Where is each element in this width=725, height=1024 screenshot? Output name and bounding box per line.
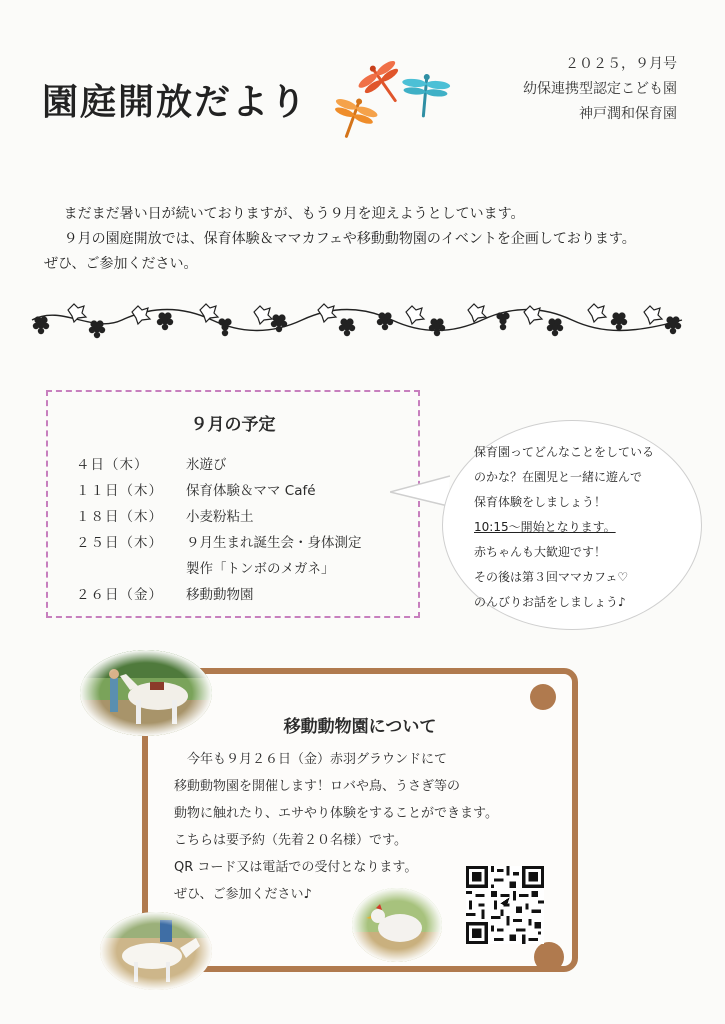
intro-line: まだまだ暑い日が続いておりますが、もう９月を迎えようとしています。 — [63, 206, 525, 222]
page-title: 園庭開放だより — [42, 82, 309, 123]
bird-photo — [352, 888, 442, 962]
bubble-start-time: 10:15～開始となります。 — [474, 520, 616, 534]
bubble-line: 保育園ってどんなことをしている — [474, 445, 655, 459]
schedule-event: 氷遊び — [186, 457, 227, 473]
schedule-event: 保育体験＆ママ Café — [186, 483, 316, 499]
zoo-line: 今年も９月２６日（金）赤羽グラウンドにて — [187, 752, 448, 767]
schedule-item — [76, 452, 362, 478]
grape-vine-border — [22, 298, 692, 344]
schedule-event: ９月生まれ誕生会・身体測定 — [186, 535, 362, 551]
dragonfly-icons — [326, 50, 456, 142]
goat-photo — [100, 912, 212, 990]
decorative-dot — [534, 942, 564, 972]
dragonfly-icon — [399, 72, 450, 118]
bubble-line: 赤ちゃんも大歓迎です！ — [474, 545, 607, 559]
intro-line: ９月の園庭開放では、保育体験＆ママカフェや移動動物園のイベントを企画しております。 — [63, 231, 636, 247]
schedule-list — [76, 452, 362, 608]
schedule-item — [76, 582, 362, 608]
zoo-title: 移動動物園について — [283, 717, 437, 737]
bubble-line: その後は第３回ママカフェ♡ — [474, 570, 629, 584]
speech-bubble-tail — [390, 470, 450, 510]
schedule-title: ９月の予定 — [190, 415, 276, 435]
decorative-dot — [530, 684, 556, 710]
bubble-line: のかな？在園児と一緒に遊んで — [474, 470, 643, 484]
schedule-date: １８日（木） — [76, 509, 163, 525]
schedule-event: 製作「トンボのメガネ」 — [186, 561, 335, 577]
intro-paragraph — [44, 202, 694, 277]
header-info — [523, 52, 677, 127]
org-name-1: 幼保連携型認定こども園 — [523, 81, 677, 97]
schedule-date: ２６日（金） — [76, 587, 163, 603]
schedule-event: 移動動物園 — [186, 587, 254, 603]
speech-bubble-text — [474, 440, 684, 615]
schedule-item — [76, 478, 362, 504]
bubble-line: 保育体験をしましょう！ — [474, 495, 607, 509]
schedule-item — [76, 556, 362, 582]
zoo-line: 動物に触れたり、エサやり体験をすることができます。 — [174, 806, 498, 821]
schedule-box — [46, 390, 420, 618]
dragonfly-icon — [326, 91, 381, 142]
zoo-line: 移動動物園を開催します！ロバや鳥、うさぎ等の — [174, 779, 461, 794]
intro-line: ぜひ、ご参加ください。 — [44, 256, 198, 272]
horse-photo — [80, 650, 212, 736]
zoo-line: こちらは要予約（先着２０名様）です。 — [174, 833, 407, 848]
schedule-date: １１日（木） — [76, 483, 163, 499]
bubble-line: のんびりお話をしましょう♪ — [474, 595, 626, 609]
schedule-date — [76, 556, 186, 582]
schedule-item — [76, 530, 362, 556]
issue-label: ２０２５，９月号 — [565, 56, 677, 72]
schedule-item — [76, 504, 362, 530]
schedule-date: ２５日（木） — [76, 535, 163, 551]
schedule-event: 小麦粉粘土 — [186, 509, 254, 525]
schedule-date: ４日（木） — [76, 457, 149, 473]
zoo-line: QR コード又は電話での受付となります。 — [174, 860, 418, 875]
qr-code[interactable] — [466, 866, 544, 944]
zoo-line: ぜひ、ご参加ください♪ — [174, 887, 312, 902]
org-name-2: 神戸潤和保育園 — [579, 106, 677, 122]
